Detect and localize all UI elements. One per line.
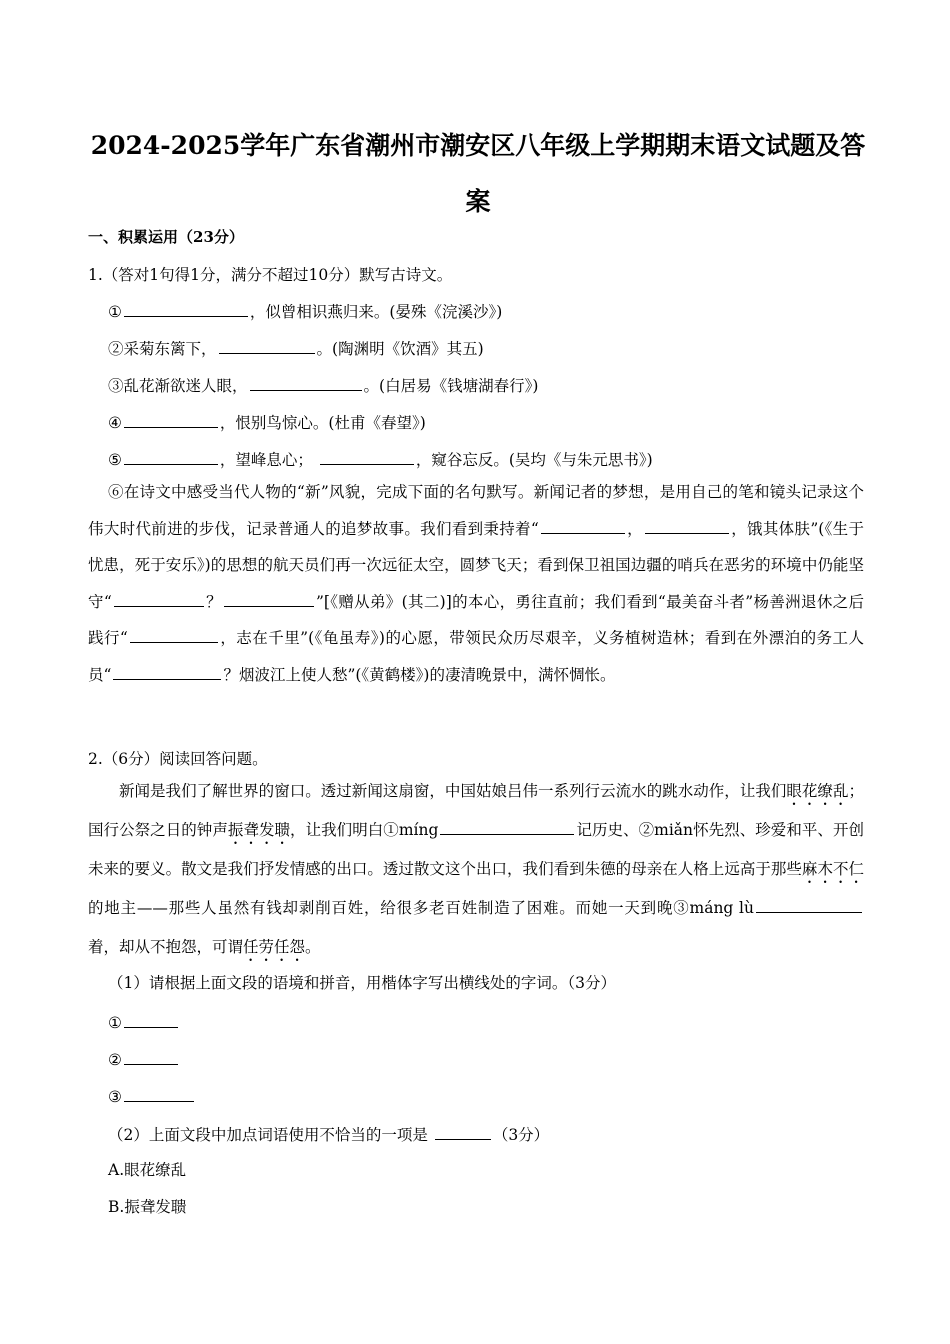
dotted-word-1: 眼花缭乱	[786, 782, 849, 800]
q1-item-6-text: ，志在千里”(《龟虽寿》)的心愿，带领民众历尽艰辛，义务植树造林；看到在外漂泊的务工人员“	[88, 629, 864, 684]
sub1-answer-1	[108, 1011, 180, 1032]
answer-blank[interactable]	[219, 337, 315, 354]
passage-text: 记历史、②miǎn怀先烈、珍爱和平、开创未来的要义。散文是我们抒发情感的出口。透过散文这个出口，我们看到朱德的母亲在人格上远高于那些	[88, 821, 864, 878]
answer-blank[interactable]	[250, 374, 362, 391]
section-heading: 一、积累运用（23分）	[88, 228, 244, 246]
q1-item-3-text-b: 。(白居易《钱塘湖春行》)	[363, 377, 539, 395]
q1-item-4	[108, 411, 426, 433]
dotted-word-4: 任劳任怨	[243, 938, 306, 956]
q1-item-6-text: ，饿其体肤”(《生于忧患，死于安乐》)的思想的航天员们再一次远征太空，圆梦飞天；看到保卫祖国边疆的哨兵在恶劣的环境中仍能坚守“	[88, 519, 864, 611]
q1-item-3	[108, 374, 538, 396]
answer-blank[interactable]	[224, 590, 314, 607]
question-2-stem: 2.（6分）阅读回答问题。	[88, 750, 268, 768]
passage-text: 着，却从不抱怨，可谓	[88, 938, 244, 956]
answer-blank[interactable]	[124, 1085, 194, 1102]
q1-item-5-text-b: ，窥谷忘反。(吴均《与朱元思书》)	[415, 451, 653, 469]
answer-blank[interactable]	[124, 1011, 178, 1028]
sub1-answer-1-label: ①	[108, 1014, 122, 1032]
q1-item-4-text: ，恨别鸟惊心。(杜甫《春望》)	[219, 414, 426, 432]
passage-text: 的地主——那些人虽然有钱却剥削百姓，给很多老百姓制造了困难。而她一天到晚③máng lù	[88, 899, 754, 917]
q1-item-5	[108, 448, 653, 470]
answer-blank[interactable]	[130, 626, 218, 643]
sub1-answer-3	[108, 1085, 196, 1106]
q1-item-6-text: ，	[626, 519, 643, 538]
q1-item-2-text-b: 。(陶渊明《饮酒》其五)	[316, 340, 484, 358]
answer-blank[interactable]	[113, 663, 221, 680]
passage-text: ；国行公祭之日的钟声	[88, 782, 864, 839]
sub1-answer-3-label: ③	[108, 1088, 122, 1106]
option-b: B.振聋发聩	[108, 1198, 187, 1216]
sub1-answer-2	[108, 1048, 180, 1069]
q1-item-1-text: ，似曾相识燕归来。(晏殊《浣溪沙》)	[249, 303, 503, 321]
passage-text: ，让我们明白①míng	[290, 821, 439, 839]
answer-blank[interactable]	[124, 300, 248, 317]
q1-item-6	[88, 474, 864, 694]
answer-blank[interactable]	[124, 448, 218, 465]
q1-item-6-text: ”[《赠从弟》(其二)]的本心，勇往直前；我们看到“最美奋斗者”杨善洲退休之后践行“	[88, 592, 864, 648]
answer-blank[interactable]	[541, 517, 625, 534]
answer-blank[interactable]	[645, 517, 729, 534]
answer-blank[interactable]	[435, 1123, 491, 1140]
passage-text: 。	[305, 938, 321, 956]
q1-item-4-label: ④	[108, 414, 122, 432]
reading-passage	[88, 772, 864, 967]
passage-text: 新闻是我们了解世界的窗口。透过新闻这扇窗，中国姑娘吕伟一系列行云流水的跳水动作，让我们	[119, 782, 787, 800]
answer-blank[interactable]	[440, 818, 574, 835]
dotted-word-2: 振聋发聩	[227, 821, 291, 839]
sub-question-1-prompt: （1）请根据上面文段的语境和拼音，用楷体字写出横线处的字词。（3分）	[108, 974, 616, 992]
q1-item-5-text-a: ，望峰息心；	[219, 451, 313, 469]
document-title: 2024-2025学年广东省潮州市潮安区八年级上学期期末语文试题及答案	[90, 131, 866, 216]
question-1-stem: 1.（答对1句得1分，满分不超过10分）默写古诗文。	[88, 266, 453, 284]
q1-item-6-text: ⑥在诗文中感受当代人物的“新”风貌，完成下面的名句默写。新闻记者的梦想，是用自己的笔和镜头记录这个伟大时代前进的步伐，记录普通人的追梦故事。我们看到秉持着“	[88, 483, 864, 538]
answer-blank[interactable]	[320, 448, 414, 465]
dotted-word-3: 麻木不仁	[801, 860, 864, 878]
q1-item-2	[108, 337, 484, 359]
sub1-answer-2-label: ②	[108, 1051, 122, 1069]
answer-blank[interactable]	[756, 896, 862, 913]
q1-item-6-text: ？	[205, 592, 222, 611]
q1-item-2-text-a: ②采菊东篱下，	[108, 340, 217, 358]
option-a: A.眼花缭乱	[108, 1161, 187, 1179]
answer-blank[interactable]	[124, 411, 218, 428]
q1-item-6-text: ？烟波江上使人愁”(《黄鹤楼》)的凄清晚景中，满怀惆怅。	[223, 665, 616, 684]
answer-blank[interactable]	[114, 590, 204, 607]
answer-blank[interactable]	[124, 1048, 178, 1065]
q1-item-3-text-a: ③乱花渐欲迷人眼，	[108, 377, 248, 395]
sub-question-2-prompt	[108, 1123, 549, 1145]
sub2-score: （3分）	[492, 1126, 550, 1144]
q1-item-5-label: ⑤	[108, 451, 122, 469]
q1-item-1	[108, 300, 502, 322]
q1-item-1-label: ①	[108, 303, 122, 321]
sub2-prompt-text: （2）上面文段中加点词语使用不恰当的一项是	[108, 1126, 428, 1144]
